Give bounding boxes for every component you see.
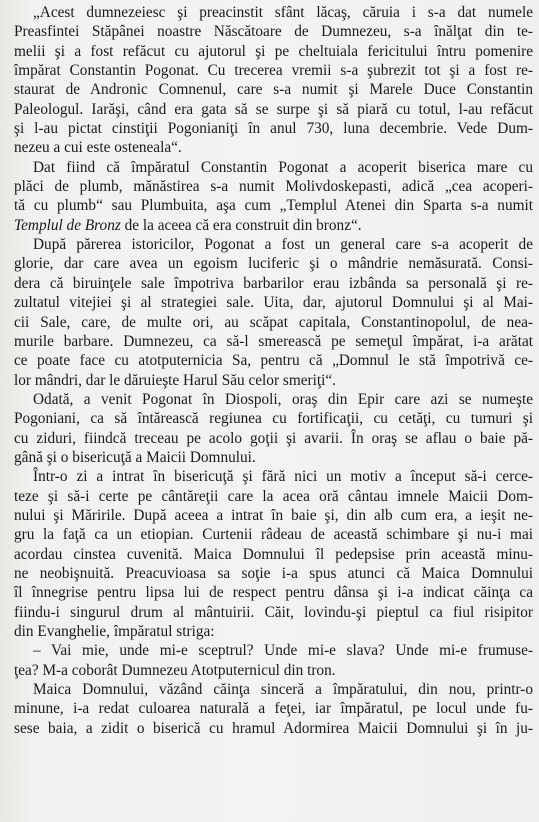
text-line: teze şi să-i certe pe cântăreţii care la acea oră cântau imnele Maicii Dom- [14, 487, 533, 505]
text-line: ne neobişnuită. Preacuvioasa sa soţie i-a spus atunci că Maica Domnului [14, 564, 533, 582]
text-line: minune, i-a redat culoarea naturală a feţei, iar împăratul, pe locul unde fu- [14, 700, 533, 718]
text-line: Într-o zi a intrat în bisericuţă şi fără nici un motiv a început să-i cerce- [33, 468, 533, 486]
text-line: gru la faţă ca un etiopian. Curtenii râdeau de această schimbare şi nu-i mai [14, 526, 533, 544]
paragraph-miracle-church [14, 680, 533, 738]
text-line: După părerea istoricilor, Pogonat a fost un general care s-a acoperit de [33, 236, 533, 254]
text-line: ce poate face cu atotputernicia Sa, pentru că „Domnul le stă împotrivă ce- [14, 352, 533, 370]
paragraph-pogonat-general [14, 235, 533, 390]
text-line: cii Sale, care, de multe ori, au scăpat capitala, Constantinopolul, de nea- [14, 313, 533, 331]
text-line: cu ziduri, fiindcă treceau pe acolo goţii şi avarii. În oraş se aflau o baie pă- [14, 429, 533, 447]
text-line: staurat de Andronic Comnenul, care s-a numit şi Marele Duce Constantin [14, 81, 533, 99]
page-text [14, 3, 533, 738]
text-line: murile barbare. Dumnezeu, ca să-l smerească pe semeţul împărat, i-a arătat [14, 332, 533, 350]
text-line: tă cu plumb“ sau Plumbuita, aşa cum „Templul Atenei din Sparta s-a numit [14, 197, 533, 215]
text-line: nului şi Măririle. După aceea a intrat în baie şi, din alb cum era, a ieşit ne- [14, 506, 533, 524]
text-line: din Evanghelie, împăratul striga: [14, 623, 215, 640]
text-line: Pogoniani, ca să întărească regiunea cu fortificaţii, cu cetăţi, cu turnuri şi [14, 410, 533, 428]
paragraph-diospoli [14, 390, 533, 467]
text-line: şi l-au pictat cinstiţii Pogonianiţi în anul 730, luna decembrie. Vede Dum- [14, 120, 533, 138]
text-line: „Acest dumnezeiesc şi preacinstit sfânt lăcaş, căruia i s-a dat numele [33, 4, 533, 21]
paragraph-punishment [14, 467, 533, 641]
text-line: lor mândri, dar le dăruieşte Harul Său celor smeriţi“. [14, 371, 336, 389]
text-line: fiindu-i singurul drum al mântuirii. Căit, lovindu-şi pieptul ca fiul risipitor [14, 603, 533, 621]
paragraph-emperor-cry [14, 641, 533, 680]
text-line: – Vai mie, unde mi-e sceptrul? Unde mi-e slava? Unde mi-e frumuse- [33, 642, 533, 660]
text-line: nezeu a cui este osteneala“. [14, 139, 182, 157]
text-line: Maica Domnului, văzând căinţa sinceră a împăratului, din nou, printr-o [33, 681, 533, 699]
text-line: Odată, a venit Pogonat în Diospoli, oraş din Epir care azi se numeşte [33, 390, 533, 408]
text-line: Dat fiind că împăratul Constantin Pogonat a acoperit biserica mare cu [33, 158, 533, 176]
text-line: glorie, dar care avea un egoism luciferic şi o mândrie nemăsurată. Consi- [14, 255, 533, 273]
text-line: sese baia, a zidit o biserică cu hramul Adormirea Maicii Domnului şi în ju- [14, 719, 533, 737]
text-line: dera că biruinţele sale împotriva barbarilor erau izbânda sa personală şi re- [14, 274, 533, 292]
text-line: Templul de Bronz de la aceea că era construit din bronz“. [14, 216, 362, 234]
text-line: Paleologul. Iarăşi, când era gata să se surpe şi să piară cu totul, l-au refăcut [14, 100, 533, 118]
text-line: Preasfintei Stăpânei noastre Născătoare de Dumnezeu, s-a înălţat din te- [14, 23, 533, 41]
text-line: gână şi o bisericuţă a Maicii Domnului. [14, 448, 256, 466]
paragraph-inscription-quote [14, 3, 533, 158]
text-line: zultatul vitejiei şi al strategiei sale. Uita, dar, ajutorul Domnului şi al Mai- [14, 294, 533, 312]
italic-title: Templul de Bronz [14, 216, 121, 234]
text-line: plăci de plumb, mănăstirea s-a numit Molivdoskepasti, adică „cea acoperi- [14, 178, 533, 196]
paragraph-molivdoskepasti [14, 158, 533, 235]
text-line: acordau cinstea cuvenită. Maica Domnului îl pedepsise prin această minu- [14, 545, 533, 563]
text-line: îl înnegrise pentru lipsa lui de respect pentru dânsa şi i-a indicat căinţa ca [14, 584, 533, 602]
text-line: ţea? M-a coborât Dumnezeu Atotputernicul din tron. [14, 661, 336, 679]
text-line: melii şi a fost refăcut cu ajutorul şi pe cheltuiala fericitului întru pomenire [14, 42, 533, 60]
text-line: împărat Constantin Pogonat. Cu trecerea vremii s-a şubrezit tot şi a fost re- [14, 62, 533, 80]
